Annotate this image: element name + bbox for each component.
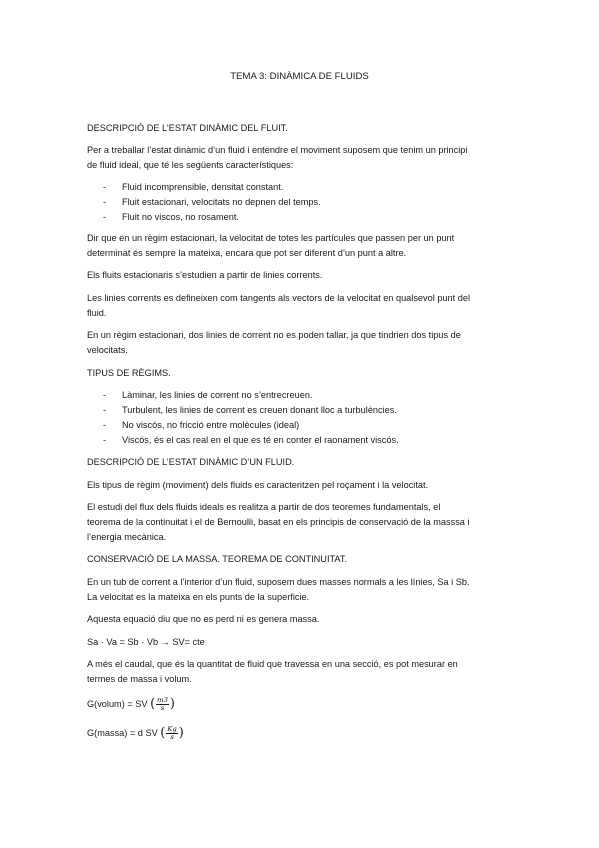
continuity-equation: Sa · Va = Sb · Vb → SV= cte	[87, 637, 205, 647]
formula-caudal-massa: G(massa) = d SV ( $\frac{Kg}{s}$ )	[87, 725, 184, 742]
paragraph-regim-estacionari-line-2: determinat és sempre la mateixa, encara que pot ser diferent d’un punt a altre.	[87, 248, 407, 258]
formula-caudal-volum: G(volum) = SV ( $\frac{m3}{s}$ )	[87, 696, 175, 713]
paragraph-regim-estacionari-line-1: Dir que en un règim estacionari, la velocitat de totes les partícules que passen per un punt	[87, 233, 455, 243]
paragraph-linies-corrents-line-1: Les linies corrents es defineixen com tangents als vectors de la velocitat en qualsevol punt del	[87, 293, 471, 303]
paragraph-intro-line-1: Per a treballar l’estat dinàmic d’un fluid i entendre el moviment suposem que tenim un principi	[87, 145, 468, 155]
paragraph-intro-line-2: de fluid ideal, que té les següents característiques:	[87, 160, 294, 170]
dash-bullet: -	[103, 420, 107, 430]
section-heading-conservacio-massa: CONSERVACIÓ DE LA MASSA. TEOREMA DE CONTINUITAT.	[87, 554, 348, 564]
fraction-kg-per-s: $\frac{Kg}{s}$	[167, 725, 177, 742]
dash-bullet: -	[103, 182, 107, 192]
paragraph-tub-corrent-line-2: La velocitat es la mateixa en els punts de la superficie.	[87, 592, 310, 602]
paragraph-tipus-regim: Els tipus de règim (moviment) dels fluids es caracteritzen pel roçament i la velocitat.	[87, 480, 429, 490]
list-item: - Fluit no viscos, no rosament.	[103, 210, 321, 225]
paragraph-estudi-flux-line-2: teorema de la continuitat i el de Bernoulli, basat en els principis de conservació de la masssa i	[87, 517, 470, 527]
dash-bullet: -	[103, 212, 107, 222]
page-title: TEMA 3: DINÀMICA DE FLUIDS	[230, 71, 369, 82]
paragraph-estudi-flux-line-3: l’energia mecànica.	[87, 532, 167, 542]
list-item: - Fluit estacionari, velocitats no depnen del temps.	[103, 195, 321, 210]
ideal-fluid-characteristics-list	[103, 180, 321, 225]
section-heading-tipus-regims: TIPUS DE RÈGIMS.	[87, 368, 171, 378]
fraction-m3-per-s: $\frac{m3}{s}$	[157, 696, 168, 713]
paragraph-linies-corrents-line-2: fluid.	[87, 308, 107, 318]
paragraph-estudi-flux-line-1: El estudi del flux dels fluids ideals es realitza a partir de dos teoremes fundamentals, el	[87, 502, 441, 512]
list-item: - No viscós, no fricció entre molècules (ideal)	[103, 418, 399, 433]
list-item: - Viscós, és el cas real en el que es té en conter el raonament viscós.	[103, 433, 399, 448]
list-item: - Turbulent, les linies de corrent es creuen donant lloc a turbulències.	[103, 403, 399, 418]
list-item: - Fluid incomprensible, densitat constant.	[103, 180, 321, 195]
dash-bullet: -	[103, 435, 107, 445]
regime-types-list	[103, 388, 399, 448]
paragraph-caudal-line-2: termes de massa i volum.	[87, 674, 192, 684]
paragraph-equacio-massa: Aquesta equació diu que no es perd ni es genera massa.	[87, 614, 320, 624]
paragraph-no-tallar-line-2: velocitats.	[87, 345, 128, 355]
dash-bullet: -	[103, 390, 107, 400]
section-heading-dinamic-fluit: DESCRIPCIÓ DE L’ESTAT DINÀMIC DEL FLUIT.	[87, 123, 288, 133]
paragraph-no-tallar-line-1: En un règim estacionari, dos linies de corrent no es poden tallar, ja que tindrien dos tipus de	[87, 330, 461, 340]
dash-bullet: -	[103, 405, 107, 415]
paragraph-tub-corrent-line-1: En un tub de corrent a l’interior d’un fluid, suposem dues masses normals a les línies, Sa i Sb.	[87, 577, 470, 587]
list-item: - Làminar, les linies de corrent no s’entrecreuen.	[103, 388, 399, 403]
dash-bullet: -	[103, 197, 107, 207]
section-heading-dinamic-fluid: DESCRIPCIÓ DE L’ESTAT DINÀMIC D’UN FLUID.	[87, 457, 295, 467]
paragraph-fluits-estacionaris: Els fluits estacionaris s’estudien a partir de linies corrents.	[87, 270, 323, 280]
paragraph-caudal-line-1: A més el caudal, que és la quantitat de fluid que travessa en una secció, es pot mesurar en	[87, 659, 458, 669]
